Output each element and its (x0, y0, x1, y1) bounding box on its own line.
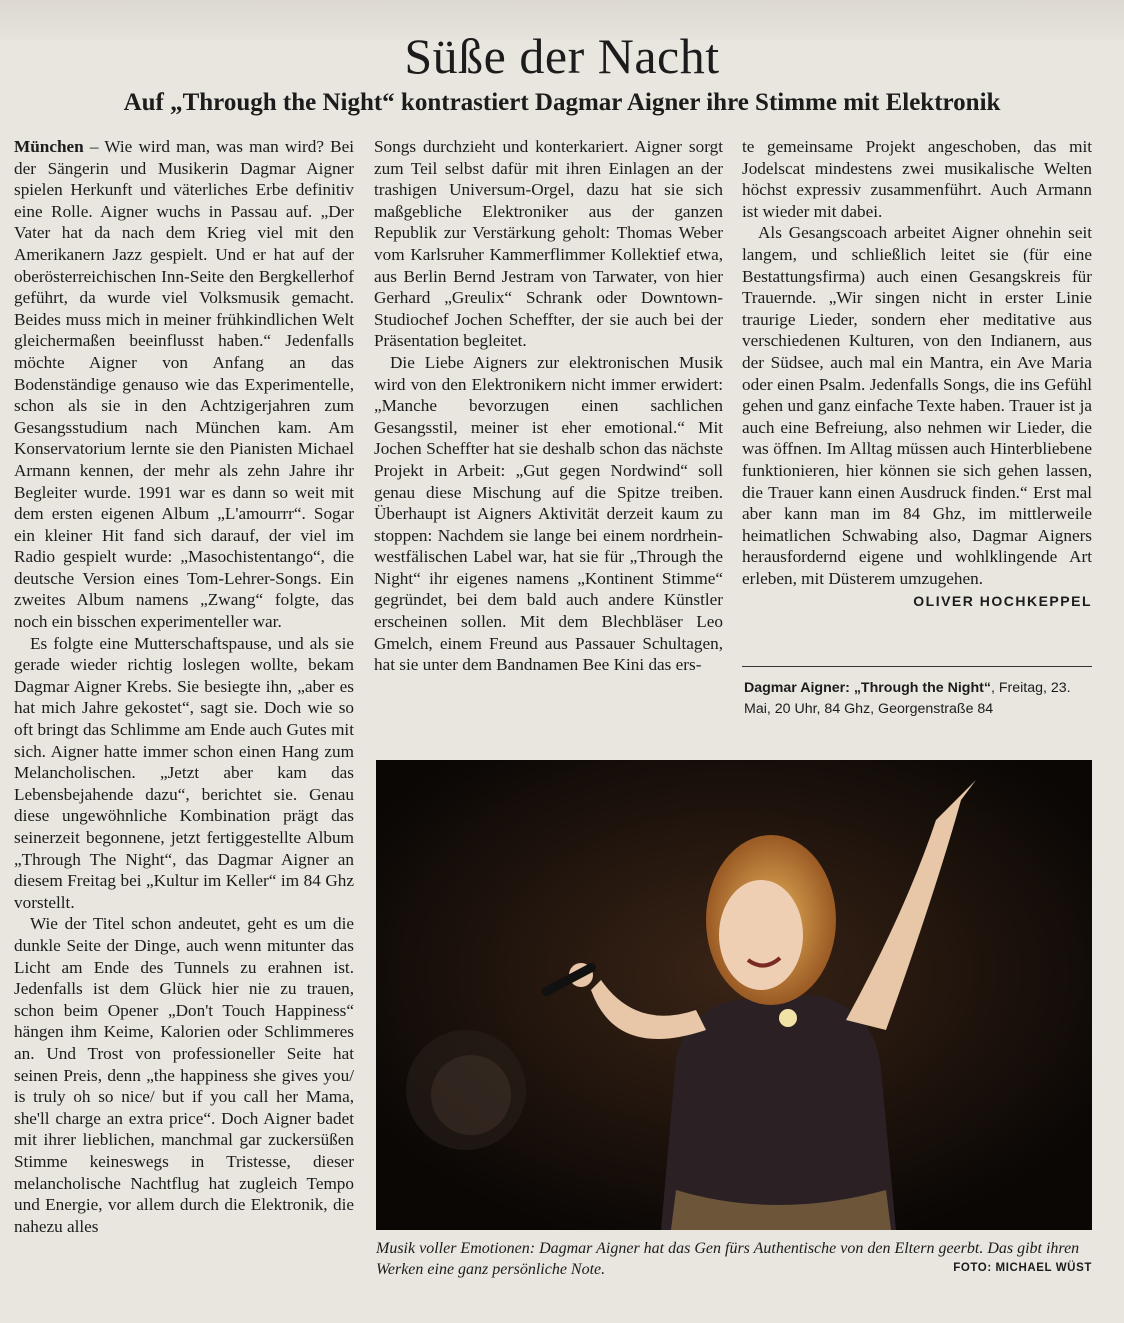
dateline: München (14, 137, 84, 156)
paragraph (14, 136, 354, 633)
headline: Süße der Nacht (404, 28, 720, 84)
event-info-box (744, 678, 1094, 720)
paragraph: te gemeinsame Projekt angeschoben, das mit Jodelscat mindestens zwei musikalische Welten höchst expressiv zusammenführt. Auch Armann ist wieder mit dabei. (742, 137, 1092, 221)
event-details: , Freitag, 23. Mai, 20 Uhr, 84 Ghz, Georgenstraße 84 (744, 680, 1071, 717)
photo-credit: FOTO: MICHAEL WÜST (953, 1262, 1092, 1274)
paragraph-text: – Wie wird man, was man wird? Bei der Sängerin und Musikerin Dagmar Aigner spielen Herkunft und väterliches Erbe definitiv eine Rolle. Aigner wuchs in Passau auf. „Der Vater hat da nach dem Krieg viel mit den Amerikanern Jazz gespielt. Und er hat auf der oberösterreichischen Inn-Seite den Bergkellerhof geführt, da wurde viel Volksmusik gemacht. Beides muss mich in meiner frühkindlichen Welt gleichermaßen beeinflusst haben.“ Jedenfalls möchte Aigner von Anfang an das Bodenständige genauso wie das Experimentelle, schon als sie in den Achtzigerjahren zum Gesangsstudium nach München kam. Am Konservatorium lernte sie den Pianisten Michael Armann kennen, der mehr als zehn Jahre ihr Begleiter wurde. 1991 war es dann so weit mit dem ersten eigenen Album „L'amourrr“. Sogar ein kleiner Hit fand sich darauf, der viel im Radio gespielt wurde: „Masochistentango“, die deutsche Version eines Tom-Lehrer-Songs. Ein zweites Album namens „Zwang“ folgte, das noch ein bisschen experimenteller war. (14, 137, 354, 632)
paragraph: Songs durchzieht und konterkariert. Aigner sorgt zum Teil selbst dafür mit ihren Einlagen an der trashigen Universum-Orgel, dazu hat sie sich maßgebliche Elektroniker aus der ganzen Republik zur Verstärkung geholt: Thomas Weber vom Karlsruher Kammerflimmer Kollektief etwa, aus Berlin Bernd Jestram von Tarwater, von hier Gerhard „Greulix“ Schrank oder Downtown-Studiochef Jochen Scheffter, der sie auch bei der Präsentation begleitet. (374, 137, 723, 351)
author-byline: OLIVER HOCHKEPPEL (913, 593, 1092, 610)
event-title: Dagmar Aigner: „Through the Night“ (744, 680, 991, 696)
paragraph: Die Liebe Aigners zur elektronischen Musik wird von den Elektronikern nicht immer erwidert: „Manche bevorzugen einen sachlichen Gesangsstil, meiner ist eher emotional.“ Mit Jochen Scheffter hat sie deshalb schon das nächste Projekt in Arbeit: „Gut gegen Nordwind“ soll genau diese Mischung auf die Spitze treiben. Überhaupt ist Aigners Aktivität derzeit kaum zu stoppen: Nachdem sie lange bei einem nordrhein-westfälischen Label war, hat sie für „Through the Night“ ihr eigenes namens „Kontinent Stimme“ gegründet, bei dem bald auch andere Künstler erscheinen sollen. Mit dem Blechbläser Leo Gmelch, einem Freund aus Passauer Schultagen, hat sie unter dem Bandnamen Bee Kini das ers- (374, 352, 723, 675)
article-column-1 (14, 136, 354, 1291)
paragraph (742, 222, 1092, 610)
paragraph-text: Als Gesangscoach arbeitet Aigner ohnehin seit langem, und schließlich leitet sie (für eine Bestattungsfirma) auch einen Gesangskreis für Trauernde. „Wir singen nicht in erster Linie traurige Lieder, sondern eher meditative aus verschiedenen Kulturen, von den Indianern, aus der Südsee, auch mal ein Mantra, ein Ave Maria oder einen Psalm. Jedenfalls Songs, die ins Gefühl gehen und ganz einfache Texte haben. Trauer ist ja auch eine Befreiung, also nehmen wir Lieder, die was öffnen. Im Alltag müssen auch Hinterbliebene funktionieren, hier können sie sich gehen lassen, die Trauer kann einen Ausdruck finden.“ Erst mal aber kann man im 84 Ghz, im mittlerweile heimatlichen Schwabing also, Dagmar Aigners herausfordernd eigene und wohlklingende Art erleben, mit Düsterem umzugehen. (742, 223, 1092, 588)
paragraph: Wie der Titel schon andeutet, geht es um die dunkle Seite der Dinge, auch wenn mitunter das Licht am Ende des Tunnels zu erahnen ist. Jedenfalls ist dem Glück hier nie zu trauen, schon beim Opener „Don't Touch Happiness“ hängen ihm Keime, Kalorien oder Schlimmeres an. Und Trost von professioneller Seite hat seinen Preis, denn „the happiness she gives you/ is truly oh so nice/ but if you call her Mama, she'll charge an extra price“. Doch Aigner badet mit ihrer lieblichen, manchmal gar zuckersüßen Stimme keineswegs in Tristesse, dieser melancholische Nachtflug hat zugleich Tempo und Energie, vor allem durch die Elektronik, die nahezu alles (14, 914, 354, 1236)
info-box-rule (742, 666, 1092, 667)
subheadline: Auf „Through the Night“ kontrastiert Dagmar Aigner ihre Stimme mit Elektronik (123, 89, 1001, 116)
concert-photo (376, 760, 1092, 1230)
article-column-3 (742, 136, 1092, 656)
singer-illustration (376, 760, 1092, 1230)
paragraph: Es folgte eine Mutterschaftspause, und als sie gerade wieder richtig loslegen wollte, bekam Dagmar Aigner Krebs. Sie besiegte ihn, „aber es hat mich Jahre gekostet“, sagt sie. Doch wie so oft bringt das Schlimme am Ende auch Gutes mit sich. Aigner hatte immer schon einen Hang zum Melancholischen. „Jetzt aber kam das Lebensbejahende dazu“, berichtet sie. Genau diese ungewöhnliche Kombination prägt das seinerzeit begonnene, jetzt fertiggestellte Album „Through The Night“, das Dagmar Aigner an diesem Freitag bei „Kultur im Keller“ im 84 Ghz vorstellt. (14, 633, 354, 912)
article-column-2 (374, 136, 723, 722)
photo-caption: Musik voller Emotionen: Dagmar Aigner hat das Gen fürs Authentische von den Eltern geerbt. Das gibt ihren Werken eine ganz persönliche Note. (376, 1240, 1080, 1278)
